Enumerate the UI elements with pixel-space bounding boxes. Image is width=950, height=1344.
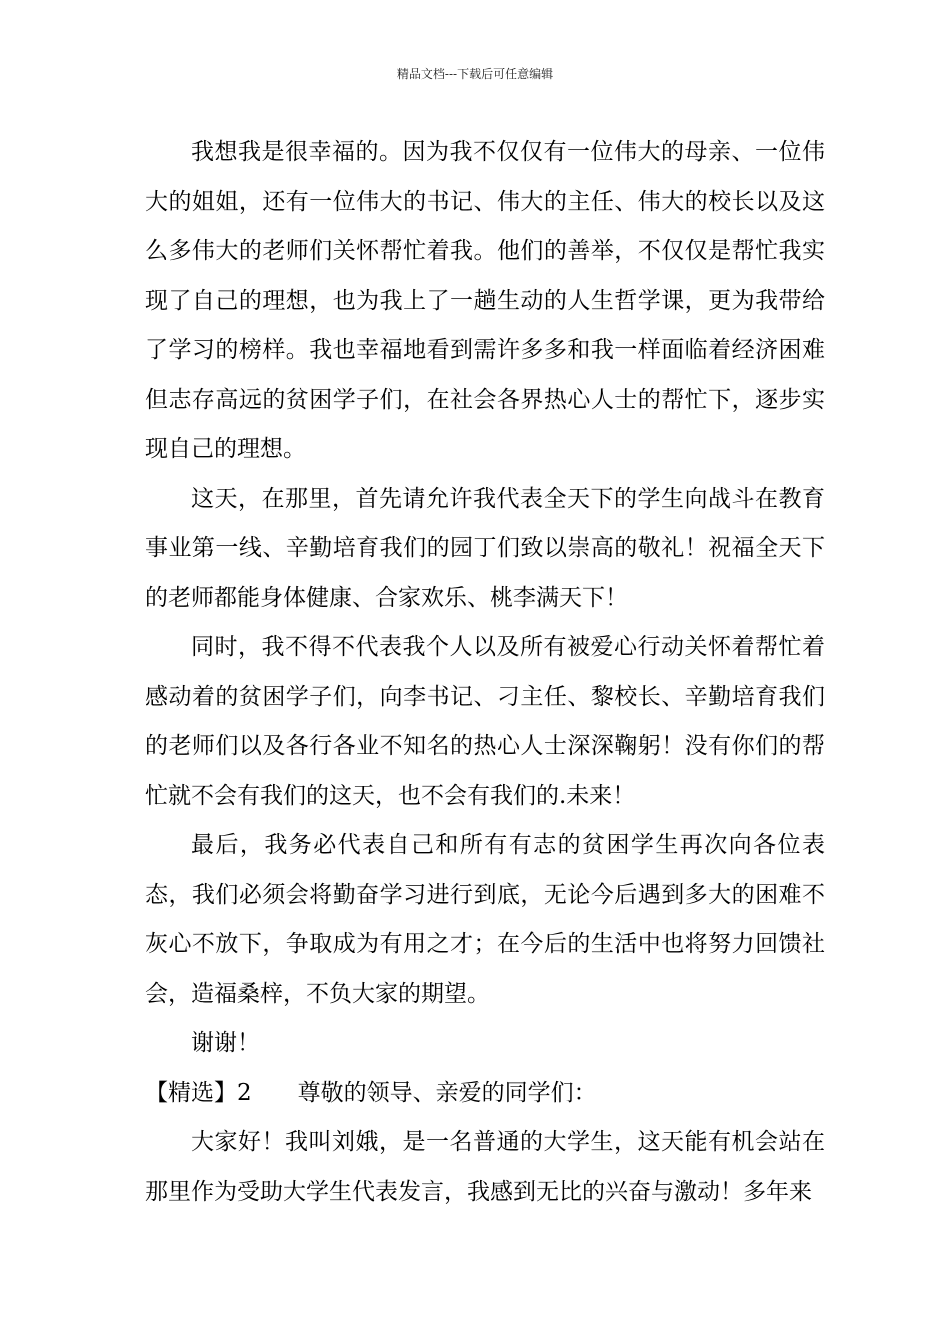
- paragraph-1: 我想我是很幸福的。因为我不仅仅有一位伟大的母亲、一位伟大的姐姐，还有一位伟大的书记、伟大的主任、伟大的校长以及这么多伟大的老师们关怀帮忙着我。他们的善举，不仅仅是帮忙我实现了自己的理想，也为我上了一趟生动的人生哲学课，更为我带给了学习的榜样。我也幸福地看到需许多多和我一样面临着经济困难但志存高远的贫困学子们，在社会各界热心人士的帮忙下，逐步实现自己的理想。: [145, 139, 825, 462]
- paragraph-3: 同时，我不得不代表我个人以及所有被爱心行动关怀着帮忙着感动着的贫困学子们，向李书记、刁主任、黎校长、辛勤培育我们的老师们以及各行各业不知名的热心人士深深鞠躬！没有你们的帮忙就不会有我们的这天，也不会有我们的.未来！: [145, 634, 825, 809]
- section-heading: [145, 1069, 825, 1119]
- page-header: 精品文档---下载后可任意编辑: [396, 67, 554, 81]
- paragraph-2: 这天，在那里，首先请允许我代表全天下的学生向战斗在教育事业第一线、辛勤培育我们的园丁们致以崇高的敬礼！祝福全天下的老师都能身体健康、合家欢乐、桃李满天下！: [145, 485, 825, 611]
- document-body: [145, 128, 825, 1217]
- paragraph-6: 大家好！我叫刘娥，是一名普通的大学生，这天能有机会站在那里作为受助大学生代表发言，我感到无比的兴奋与激动！多年来: [145, 1129, 825, 1205]
- section-title: 尊敬的领导、亲爱的同学们：: [297, 1079, 597, 1106]
- paragraph-5: 谢谢！: [191, 1030, 260, 1056]
- section-tag: 【精选】2: [145, 1079, 252, 1106]
- paragraph-4: 最后，我务必代表自己和所有有志的贫困学生再次向各位表态，我们必须会将勤奋学习进行到底，无论今后遇到多大的困难不灰心不放下，争取成为有用之才；在今后的生活中也将努力回馈社会，造福桑梓，不负大家的期望。: [145, 832, 825, 1007]
